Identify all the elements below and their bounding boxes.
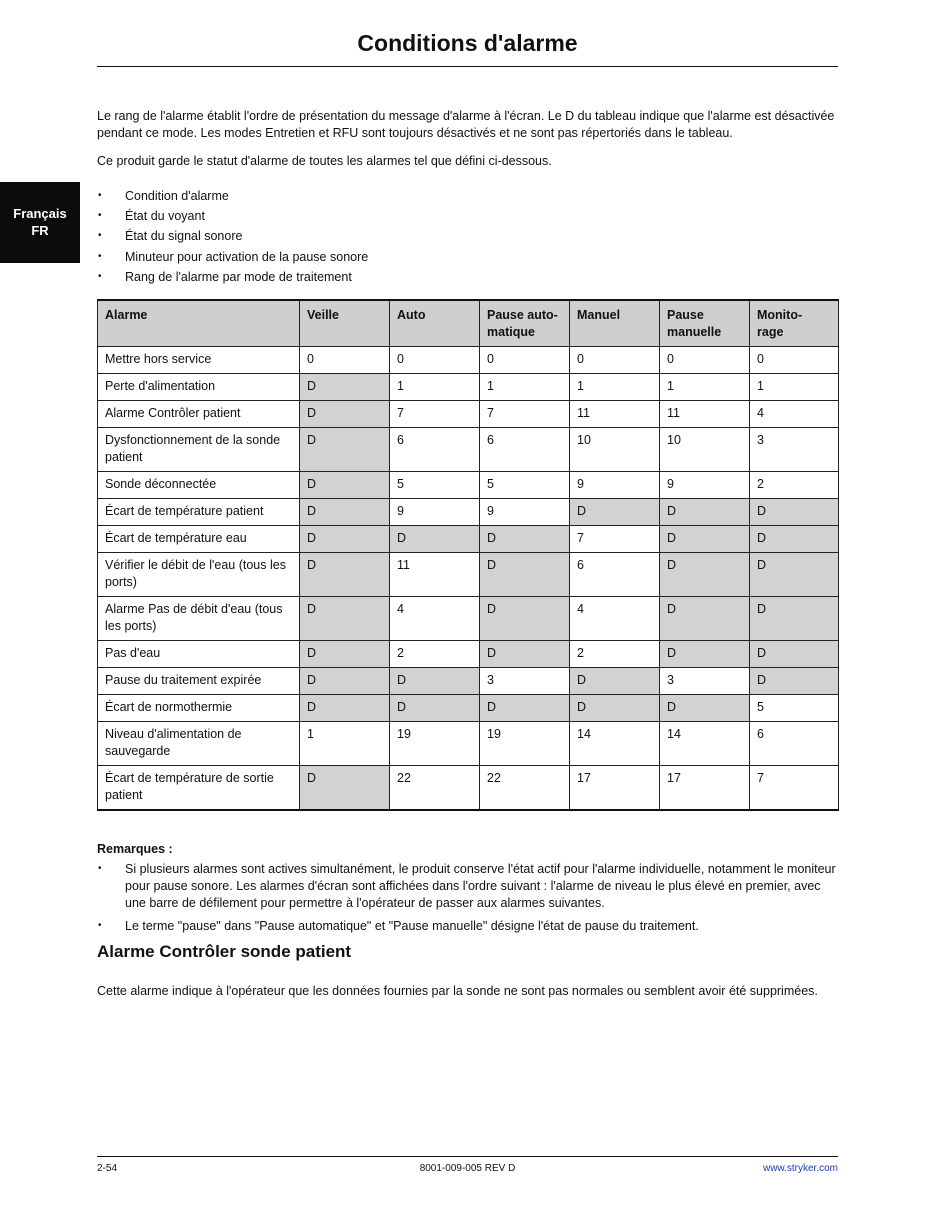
- alarm-name-cell: Écart de température eau: [98, 525, 300, 552]
- rank-cell: 0: [390, 346, 480, 373]
- rank-cell: 0: [480, 346, 570, 373]
- rank-cell: 1: [300, 721, 390, 765]
- alarm-name-cell: Écart de température de sortie patient: [98, 765, 300, 810]
- table-row: [98, 552, 839, 596]
- rank-cell: 4: [750, 400, 839, 427]
- rank-cell: 6: [480, 427, 570, 471]
- document-number: 8001-009-005 REV D: [419, 1163, 516, 1174]
- rank-cell: D: [390, 667, 480, 694]
- note-item: • Le terme "pause" dans "Pause automatique" et "Pause manuelle" désigne l'état de pause du traitement.: [97, 918, 838, 935]
- rank-cell: 11: [390, 552, 480, 596]
- table-row: [98, 525, 839, 552]
- table-row: [98, 667, 839, 694]
- section-heading: Alarme Contrôler sonde patient: [97, 941, 352, 961]
- intro-paragraph: Le rang de l'alarme établit l'ordre de présentation du message d'alarme à l'écran. Le D du tableau indique que l'alarme est désactivée pendant ce mode. Les modes Entretien et RFU sont toujours désactivés et ne sont pas répertoriés dans le tableau.: [97, 109, 835, 140]
- rank-cell: 9: [660, 471, 750, 498]
- rank-cell: D: [300, 471, 390, 498]
- rank-cell: 9: [480, 498, 570, 525]
- rank-cell: D: [300, 640, 390, 667]
- rank-cell: D: [480, 525, 570, 552]
- rank-cell: D: [750, 640, 839, 667]
- rank-cell: D: [300, 596, 390, 640]
- rank-cell: 2: [390, 640, 480, 667]
- page-number: 2-54: [97, 1163, 118, 1174]
- rank-cell: 4: [390, 596, 480, 640]
- table-row: [98, 346, 839, 373]
- table-row: [98, 498, 839, 525]
- column-header: Pause manuelle: [660, 300, 750, 347]
- alarm-name-cell: Alarme Pas de débit d'eau (tous les ports): [98, 596, 300, 640]
- table-row: [98, 373, 839, 400]
- rank-cell: 19: [480, 721, 570, 765]
- rank-cell: 22: [480, 765, 570, 810]
- language-name: Français: [13, 206, 67, 221]
- rank-cell: D: [480, 596, 570, 640]
- rank-cell: 5: [390, 471, 480, 498]
- rank-cell: D: [660, 640, 750, 667]
- rank-cell: 9: [390, 498, 480, 525]
- rank-cell: D: [300, 400, 390, 427]
- rank-cell: 2: [570, 640, 660, 667]
- rank-cell: D: [300, 694, 390, 721]
- rank-cell: D: [300, 525, 390, 552]
- alarm-name-cell: Dysfonctionnement de la sonde patient: [98, 427, 300, 471]
- column-header: Veille: [300, 300, 390, 347]
- rank-cell: 22: [390, 765, 480, 810]
- rank-cell: D: [660, 498, 750, 525]
- note-item: • Si plusieurs alarmes sont actives simultanément, le produit conserve l'état actif pour l'alarme individuelle, notamment le moniteur pour pause sonore. Les alarmes d'écran sont affichées dans l'ordre suivant : l'alarme de niveau le plus élevé en premier, avec une barre de défilement pour permettre à l'opérateur de passer aux alarmes suivantes.: [97, 861, 838, 912]
- language-code: FR: [31, 223, 49, 238]
- rank-cell: 2: [750, 471, 839, 498]
- rank-cell: 5: [480, 471, 570, 498]
- footer-divider: [97, 1156, 838, 1157]
- page-footer: [97, 1162, 838, 1176]
- rank-cell: 11: [570, 400, 660, 427]
- section-paragraph: Cette alarme indique à l'opérateur que les données fournies par la sonde ne sont pas normales ou semblent avoir été supprimées.: [97, 983, 818, 998]
- intro-paragraph-2: Ce produit garde le statut d'alarme de toutes les alarmes tel que défini ci-dessous.: [97, 154, 552, 168]
- rank-cell: D: [750, 498, 839, 525]
- rank-cell: 10: [570, 427, 660, 471]
- rank-cell: 6: [390, 427, 480, 471]
- rank-cell: D: [750, 525, 839, 552]
- rank-cell: D: [480, 694, 570, 721]
- rank-cell: D: [570, 694, 660, 721]
- status-list: [97, 188, 838, 286]
- rank-cell: D: [390, 694, 480, 721]
- table-row: [98, 694, 839, 721]
- table-header-row: [98, 300, 839, 347]
- rank-cell: D: [750, 552, 839, 596]
- rank-cell: D: [480, 552, 570, 596]
- alarm-name-cell: Pas d'eau: [98, 640, 300, 667]
- table-row: [98, 721, 839, 765]
- list-item: • État du voyant: [97, 208, 838, 225]
- alarm-name-cell: Perte d'alimentation: [98, 373, 300, 400]
- language-tab: [0, 182, 80, 263]
- rank-cell: D: [300, 765, 390, 810]
- table-row: [98, 400, 839, 427]
- rank-cell: D: [570, 667, 660, 694]
- rank-cell: 10: [660, 427, 750, 471]
- page-title: Conditions d'alarme: [357, 30, 578, 56]
- rank-cell: 7: [570, 525, 660, 552]
- table-row: [98, 640, 839, 667]
- rank-cell: 1: [660, 373, 750, 400]
- alarm-name-cell: Alarme Contrôler patient: [98, 400, 300, 427]
- website-link[interactable]: www.stryker.com: [762, 1163, 838, 1174]
- rank-cell: 3: [480, 667, 570, 694]
- rank-cell: 3: [660, 667, 750, 694]
- alarm-name-cell: Écart de température patient: [98, 498, 300, 525]
- list-item: • État du signal sonore: [97, 228, 838, 245]
- rank-cell: D: [300, 667, 390, 694]
- main-content: [97, 108, 838, 1000]
- rank-cell: 11: [660, 400, 750, 427]
- table-row: [98, 471, 839, 498]
- alarm-rank-table: [97, 299, 839, 811]
- rank-cell: D: [300, 498, 390, 525]
- list-item: • Minuteur pour activation de la pause sonore: [97, 249, 838, 266]
- column-header: Monito- rage: [750, 300, 839, 347]
- title-divider: [97, 66, 838, 67]
- rank-cell: 4: [570, 596, 660, 640]
- rank-cell: 6: [750, 721, 839, 765]
- rank-cell: 7: [750, 765, 839, 810]
- rank-cell: D: [300, 373, 390, 400]
- column-header: Auto: [390, 300, 480, 347]
- rank-cell: 7: [480, 400, 570, 427]
- table-row: [98, 427, 839, 471]
- notes-list: [97, 861, 838, 935]
- rank-cell: 0: [750, 346, 839, 373]
- rank-cell: D: [300, 552, 390, 596]
- rank-cell: 1: [570, 373, 660, 400]
- alarm-name-cell: Mettre hors service: [98, 346, 300, 373]
- column-header: Pause auto- matique: [480, 300, 570, 347]
- rank-cell: 17: [570, 765, 660, 810]
- rank-cell: 0: [570, 346, 660, 373]
- rank-cell: D: [660, 525, 750, 552]
- rank-cell: 0: [660, 346, 750, 373]
- rank-cell: 14: [660, 721, 750, 765]
- list-item: • Rang de l'alarme par mode de traitement: [97, 269, 838, 286]
- column-header: Alarme: [98, 300, 300, 347]
- rank-cell: D: [660, 596, 750, 640]
- rank-cell: 1: [750, 373, 839, 400]
- table-body: [98, 346, 839, 810]
- rank-cell: 1: [480, 373, 570, 400]
- rank-cell: D: [750, 667, 839, 694]
- rank-cell: 0: [300, 346, 390, 373]
- rank-cell: 3: [750, 427, 839, 471]
- rank-cell: D: [570, 498, 660, 525]
- rank-cell: 19: [390, 721, 480, 765]
- rank-cell: 17: [660, 765, 750, 810]
- alarm-name-cell: Écart de normothermie: [98, 694, 300, 721]
- rank-cell: 14: [570, 721, 660, 765]
- alarm-name-cell: Pause du traitement expirée: [98, 667, 300, 694]
- rank-cell: 6: [570, 552, 660, 596]
- table-row: [98, 765, 839, 810]
- rank-cell: D: [480, 640, 570, 667]
- rank-cell: 7: [390, 400, 480, 427]
- column-header: Manuel: [570, 300, 660, 347]
- rank-cell: D: [390, 525, 480, 552]
- list-item: • Condition d'alarme: [97, 188, 838, 205]
- table-row: [98, 596, 839, 640]
- rank-cell: D: [660, 552, 750, 596]
- rank-cell: 5: [750, 694, 839, 721]
- rank-cell: D: [300, 427, 390, 471]
- alarm-name-cell: Sonde déconnectée: [98, 471, 300, 498]
- rank-cell: D: [660, 694, 750, 721]
- alarm-name-cell: Niveau d'alimentation de sauvegarde: [98, 721, 300, 765]
- alarm-name-cell: Vérifier le débit de l'eau (tous les ports): [98, 552, 300, 596]
- notes-title: Remarques :: [97, 841, 173, 856]
- rank-cell: 9: [570, 471, 660, 498]
- rank-cell: 1: [390, 373, 480, 400]
- rank-cell: D: [750, 596, 839, 640]
